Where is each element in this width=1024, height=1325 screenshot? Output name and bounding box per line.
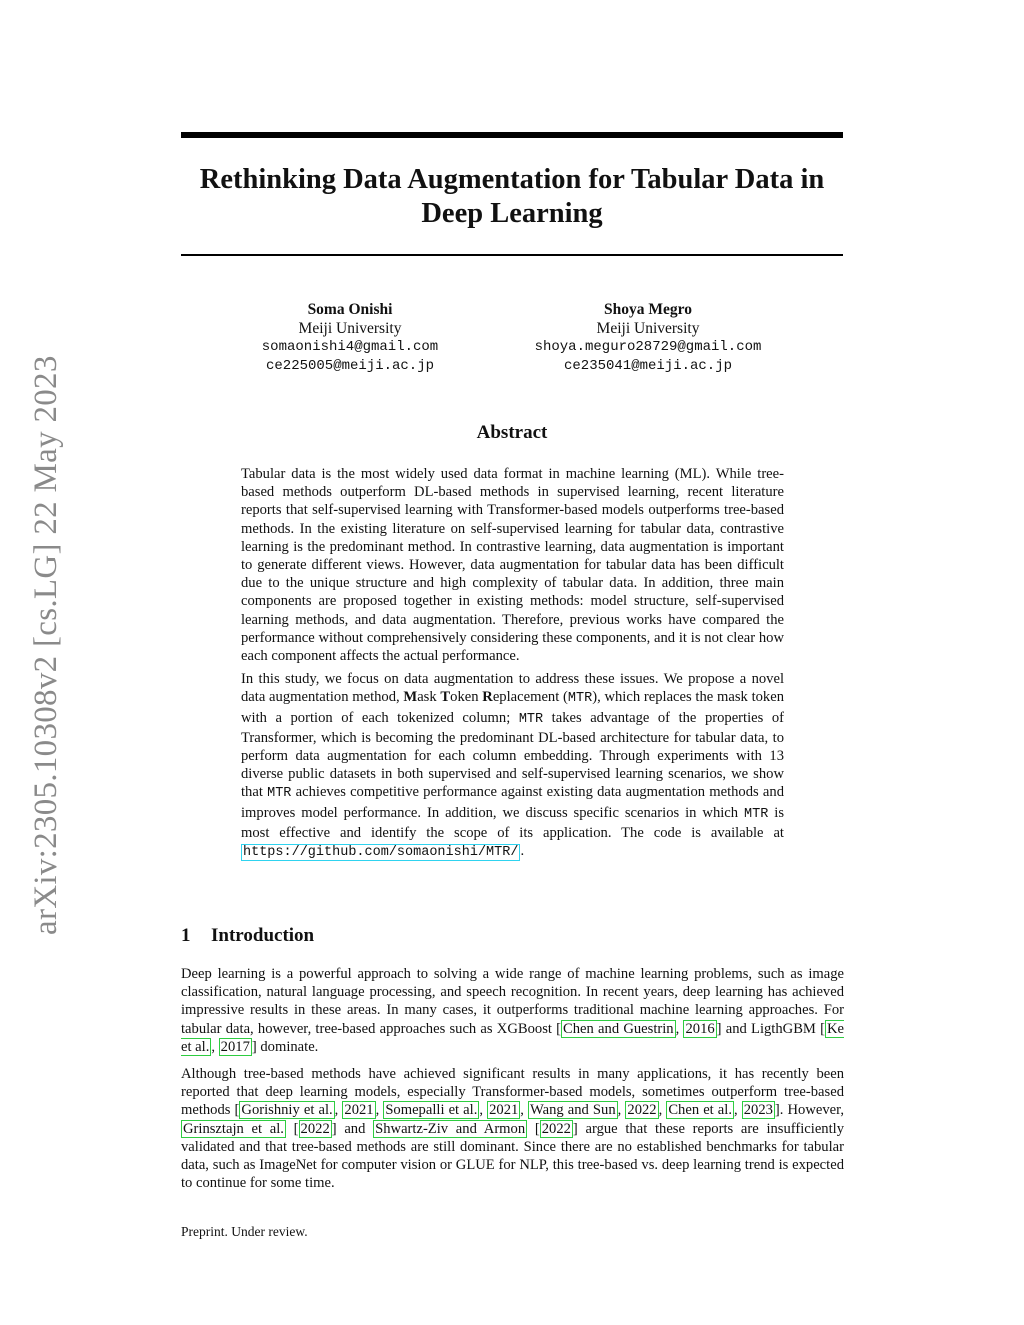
abstract-heading: Abstract bbox=[476, 422, 548, 443]
citation-link[interactable]: Ke et al. bbox=[181, 1020, 845, 1055]
author-affiliation: Meiji University bbox=[298, 320, 402, 337]
author-email: ce225005@meiji.ac.jp bbox=[265, 358, 435, 374]
citation-link[interactable]: 2022 bbox=[541, 1120, 571, 1137]
citation-link[interactable]: 2022 bbox=[300, 1120, 330, 1137]
author-email: shoya.meguro28729@gmail.com bbox=[534, 339, 762, 355]
author-block bbox=[240, 300, 460, 376]
method-name: MTR bbox=[567, 691, 593, 707]
citation-link[interactable]: Grinsztajn et al. bbox=[183, 1120, 284, 1137]
citation-link[interactable]: Shwartz-Ziv and Armon bbox=[375, 1120, 526, 1137]
method-name: MTR bbox=[267, 786, 292, 802]
citation-link[interactable]: Chen et al. bbox=[668, 1102, 732, 1119]
footer-note: Preprint. Under review. bbox=[181, 1224, 308, 1239]
title-bottom-rule bbox=[181, 254, 843, 256]
citation-link[interactable]: Chen and Guestrin bbox=[563, 1020, 674, 1037]
author-block bbox=[520, 300, 776, 376]
section-number: 1 bbox=[181, 925, 191, 946]
citation-link[interactable]: Gorishniy et al. bbox=[241, 1102, 333, 1119]
section-title: Introduction bbox=[211, 925, 315, 946]
author-email: somaonishi4@gmail.com bbox=[261, 339, 439, 355]
introduction-paragraph: Deep learning is a powerful approach to solving a wide range of machine learning problems, such as image classification, natural language processing, and speech recognition. In recent years, deep learning has achieved impressive results in these areas. In many cases, it outperforms traditional machine learning approaches. For tabular data, however, tree-based approaches such as XGBoost [ Chen and Guestrin , 2016 ] and LigthGBM [ Ke et al. , 2017 ] dominate. bbox=[181, 966, 845, 1055]
citation-link[interactable]: 2023 bbox=[743, 1102, 773, 1119]
abstract-paragraph: Tabular data is the most widely used data format in machine learning (ML). While tree-based methods outperform DL-based methods in supervised learning, recent literature reports that self-supervised learning with Transformer-based models outperforms tree-based methods. In the existing literature on self-supervised learning for tabular data, contrastive learning is the predominant method. In contrastive learning, data augmentation is important to generate different views. However, data augmentation for tabular data has been difficult due to the unique structure and high complexity of tabular data. In addition, three main components are proposed together in existing methods: model structure, self-supervised learning methods, and data augmentation. Therefore, previous works have compared the performance without comprehensively considering these components, and it is not clear how each component affects the actual performance. bbox=[241, 466, 784, 665]
paper-title: Rethinking Data Augmentation for Tabular Data in Deep Learning bbox=[199, 164, 825, 229]
author-email: ce235041@meiji.ac.jp bbox=[563, 358, 733, 374]
method-name: MTR bbox=[744, 806, 769, 822]
citation-link[interactable]: Wang and Sun bbox=[530, 1102, 616, 1119]
citation-link[interactable]: 2022 bbox=[627, 1102, 657, 1119]
title-top-rule bbox=[181, 132, 843, 138]
author-affiliation: Meiji University bbox=[596, 320, 700, 337]
author-name: Shoya Megro bbox=[604, 301, 692, 318]
citation-link[interactable]: 2021 bbox=[489, 1102, 519, 1119]
citation-link[interactable]: 2021 bbox=[344, 1102, 374, 1119]
arxiv-identifier: arXiv:2305.10308v2 [cs.LG] 22 May 2023 bbox=[28, 355, 64, 935]
abstract-paragraph: In this study, we focus on data augmentation to address these issues. We propose a novel data augmentation method, Mask Token Replacement (MTR), which replaces the mask token with a portion of each tokenized column; MTR takes advantage of the properties of Transformer, which is becoming the predominant DL-based architecture for tabular data, to perform data augmentation for each column embedding. Through experiments with 13 diverse public datasets in both supervised and self-supervised learning scenarios, we show that MTR achieves competitive performance against existing data augmentation methods and improves model performance. In addition, we discuss specific scenarios in which MTR is most effective and identify the scope of its application. The code is available at https://github.com/somaonishi/MTR/ . bbox=[241, 671, 785, 861]
code-repository-link[interactable]: https://github.com/somaonishi/MTR/ bbox=[243, 845, 519, 861]
introduction-body bbox=[181, 965, 844, 1201]
section-heading bbox=[181, 925, 314, 947]
citation-link[interactable]: 2017 bbox=[220, 1038, 250, 1055]
author-name: Soma Onishi bbox=[307, 301, 393, 318]
introduction-paragraph: Although tree-based methods have achieved significant results in many applications, it has recently been reported that deep learning models, especially Transformer-based models, sometimes outperform tree-based methods [ Gorishniy et al. , 2021 , Somepalli et al. , 2021 , Wang and Sun , 2022 , Chen et al. , 2023 ]. However, Grinsztajn et al. [ 2022 ] and Shwartz-Ziv and Armon [ 2022 ] argue that these reports are insufficiently validated and that tree-based methods are still dominant. Since there are no established benchmarks for tabular data, such as ImageNet for computer vision or GLUE for NLP, this tree-based vs. deep learning trend is expected to continue for some time. bbox=[181, 1066, 845, 1192]
citation-link[interactable]: Somepalli et al. bbox=[385, 1102, 478, 1119]
method-name: MTR bbox=[518, 711, 544, 727]
abstract-body bbox=[241, 465, 784, 867]
citation-link[interactable]: 2016 bbox=[685, 1020, 715, 1037]
